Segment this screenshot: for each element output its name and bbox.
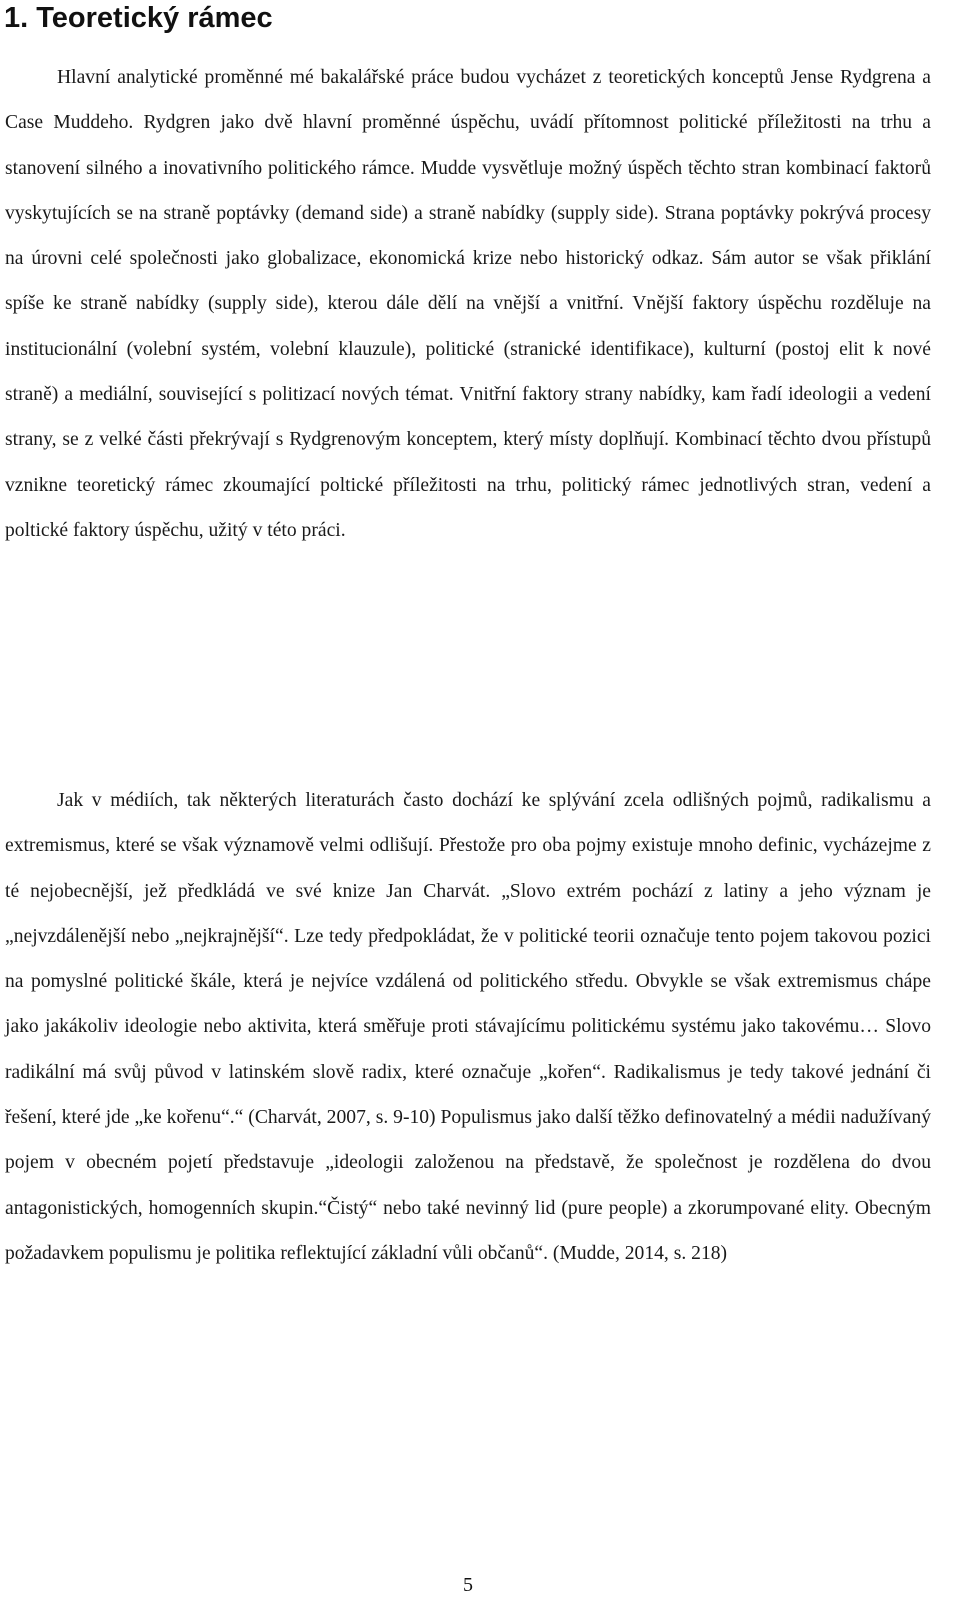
paragraph-theoretical-framework: Hlavní analytické proměnné mé bakalářské práce budou vycházet z teoretických konceptů Jense Rydgrena a Case Muddeho. Rydgren jako dvě hlavní proměnné úspěchu, uvádí přítomnost politické příležitosti na trhu a stanovení silného a inovativního politického rámce. Mudde vysvětluje možný úspěch těchto stran kombinací faktorů vyskytujících se na straně poptávky (demand side) a straně nabídky (supply side). Strana poptávky pokrývá procesy na úrovni celé společnosti jako globalizace, ekonomická krize nebo historický odkaz. Sám autor se však přiklání spíše ke straně nabídky (supply side), kterou dále dělí na vnější a vnitřní. Vnější faktory úspěchu rozděluje na institucionální (volební systém, volební klauzule), politické (stranické identifikace), kulturní (postoj elit k nové straně) a mediální, související s politizací nových témat. Vnitřní faktory strany nabídky, kam řadí ideologii a vedení strany, se z velké části překrývají s Rydgrenovým konceptem, který místy doplňují. Kombinací těchto dvou přístupů vznikne teoretický rámec zkoumající poltické příležitosti na trhu, politický rámec jednotlivých stran, vedení a poltické faktory úspěchu, užitý v této práci. xyxy=(5,67,931,541)
section-heading: 1. Teoretický rámec xyxy=(4,2,273,34)
paragraph-radicalism-extremism: Jak v médiích, tak některých literaturách často dochází ke splývání zcela odlišných pojmů, radikalismu a extremismus, které se však významově velmi odlišují. Přestože pro oba pojmy existuje mnoho definic, vycházejme z té nejobecnější, jež předkládá ve své knize Jan Charvát. „Slovo extrém pochází z latiny a jeho význam je „nejvzdálenější nebo „nejkrajnější“. Lze tedy předpokládat, že v politické teorii označuje tento pojem takovou pozici na pomyslné politické škále, která je nejvíce vzdálená od politického středu. Obvykle se však extremismus chápe jako jakákoliv ideologie nebo aktivita, která směřuje proti stávajícímu politickému systému jako takovému… Slovo radikální má svůj původ v latinském slově radix, které označuje „kořen“. Radikalismus je tedy takové jednání či řešení, které jde „ke kořenu“.“ (Charvát, 2007, s. 9-10) Populismus jako další těžko definovatelný a médii nadužívaný pojem v obecném pojetí představuje „ideologii založenou na představě, že společnost je rozdělena do dvou antagonistických, homogenních skupin.“Čistý“ nebo také nevinný lid (pure people) a zkorumpované elity. Obecným požadavkem populismu je politika reflektující základní vůli občanů“. (Mudde, 2014, s. 218) xyxy=(5,790,931,1264)
page-number: 5 xyxy=(463,1574,473,1596)
